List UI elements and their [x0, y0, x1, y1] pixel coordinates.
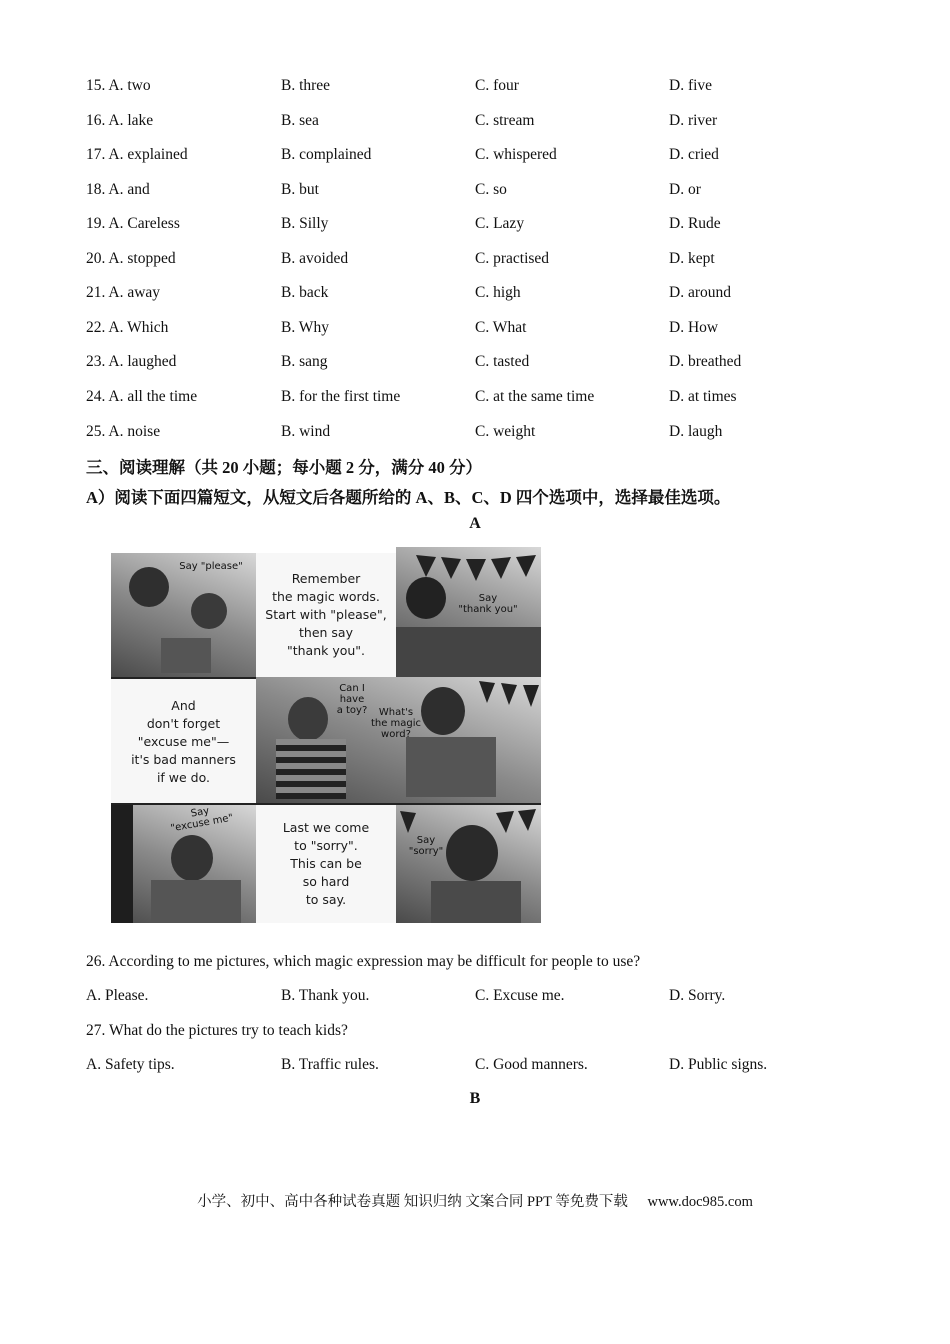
option-row-21	[86, 282, 866, 304]
option-d: D. kept	[669, 250, 715, 267]
option-d: D. Public signs.	[669, 1056, 768, 1073]
bubble-say-please: Say "please"	[179, 561, 243, 572]
option-d: D. cried	[669, 146, 719, 163]
bubble-can-i-have-a-toy: Can I have a toy?	[336, 683, 368, 716]
option-d: D. Sorry.	[669, 987, 726, 1004]
option-row-22	[86, 317, 866, 339]
footer-text: 小学、初中、高中各种试卷真题 知识归纳 文案合同 PPT 等免费下载	[197, 1194, 628, 1210]
option-c: C. stream	[475, 112, 535, 129]
option-row-24	[86, 386, 866, 408]
option-d: D. or	[669, 181, 701, 198]
question-27-stem: 27. What do the pictures try to teach kids?	[86, 1022, 348, 1039]
page-footer	[0, 1190, 950, 1211]
option-b: B. Why	[281, 319, 329, 336]
option-a: 17. A. explained	[86, 146, 188, 163]
manners-comic-image	[111, 543, 541, 921]
option-row-18	[86, 179, 866, 201]
comic-panel-magic-words: Remember the magic words. Start with "please", then say "thank you".	[256, 553, 396, 677]
option-d: D. How	[669, 319, 719, 336]
comic-panel-thank-you	[396, 547, 541, 677]
option-d: D. laugh	[669, 423, 723, 440]
comic-panel-toy	[256, 677, 541, 803]
option-b: B. for the first time	[281, 388, 401, 405]
option-row-25	[86, 421, 866, 443]
option-b: B. wind	[281, 423, 331, 440]
bubble-say-thank-you: Say "thank you"	[458, 593, 518, 615]
question-26-options	[86, 985, 866, 1007]
option-c: C. What	[475, 319, 527, 336]
option-row-15	[86, 75, 866, 97]
option-row-17	[86, 144, 866, 166]
passage-a-label: A	[469, 515, 481, 532]
option-d: D. Rude	[669, 215, 721, 232]
option-row-23	[86, 351, 866, 373]
option-a: A. Safety tips.	[86, 1056, 175, 1073]
option-a: 23. A. laughed	[86, 353, 177, 370]
option-b: B. back	[281, 284, 329, 301]
option-b: B. three	[281, 77, 331, 94]
option-c: C. so	[475, 181, 507, 198]
option-b: B. Traffic rules.	[281, 1056, 379, 1073]
option-b: B. Silly	[281, 215, 329, 232]
option-a: 18. A. and	[86, 181, 150, 198]
option-c: C. Lazy	[475, 215, 525, 232]
comic-panel-excuse-me: And don't forget "excuse me"— it's bad manners if we do.	[111, 677, 256, 805]
option-c: C. at the same time	[475, 388, 595, 405]
option-c: C. Good manners.	[475, 1056, 588, 1073]
option-a: 21. A. away	[86, 284, 161, 301]
option-a: 25. A. noise	[86, 423, 161, 440]
option-c: C. high	[475, 284, 521, 301]
option-b: B. sea	[281, 112, 319, 129]
option-b: B. avoided	[281, 250, 349, 267]
option-a: 15. A. two	[86, 77, 151, 94]
comic-panel-say-excuse-me	[111, 803, 256, 923]
section-instruction: A）阅读下面四篇短文，从短文后各题所给的 A、B、C、D 四个选项中，选择最佳选项。	[86, 488, 731, 507]
option-a: 16. A. lake	[86, 112, 154, 129]
option-c: C. weight	[475, 423, 536, 440]
option-c: C. Excuse me.	[475, 987, 565, 1004]
option-b: B. complained	[281, 146, 372, 163]
bunting-flags-icon	[471, 677, 541, 727]
option-d: D. around	[669, 284, 731, 301]
option-row-16	[86, 110, 866, 132]
section-title: 三、阅读理解（共 20 小题；每小题 2 分，满分 40 分）	[86, 458, 482, 477]
option-a: 19. A. Careless	[86, 215, 180, 232]
passage-b-label: B	[469, 1090, 481, 1107]
option-c: C. tasted	[475, 353, 530, 370]
option-c: C. whispered	[475, 146, 557, 163]
option-a: 22. A. Which	[86, 319, 169, 336]
comic-panel-sorry-text: Last we come to "sorry". This can be so hard to say.	[256, 803, 396, 923]
option-d: D. river	[669, 112, 718, 129]
option-a: 20. A. stopped	[86, 250, 176, 267]
question-27-options	[86, 1054, 866, 1076]
option-b: B. but	[281, 181, 319, 198]
footer-url[interactable]: www.doc985.com	[647, 1194, 753, 1210]
option-c: C. practised	[475, 250, 550, 267]
option-b: B. sang	[281, 353, 328, 370]
comic-panel-please	[111, 553, 256, 677]
option-b: B. Thank you.	[281, 987, 370, 1004]
bubble-say-excuse-me: Say "excuse me"	[169, 805, 235, 835]
bubble-say-sorry: Say "sorry"	[408, 835, 444, 857]
option-row-19	[86, 213, 866, 235]
option-a: 24. A. all the time	[86, 388, 198, 405]
option-d: D. five	[669, 77, 713, 94]
question-26-stem: 26. According to me pictures, which magic expression may be difficult for people to use?	[86, 953, 641, 970]
option-row-20	[86, 248, 866, 270]
option-a: A. Please.	[86, 987, 149, 1004]
bubble-magic-word: What's the magic word?	[370, 707, 422, 740]
option-d: D. breathed	[669, 353, 742, 370]
option-c: C. four	[475, 77, 519, 94]
comic-panel-say-sorry	[396, 803, 541, 923]
option-d: D. at times	[669, 388, 737, 405]
